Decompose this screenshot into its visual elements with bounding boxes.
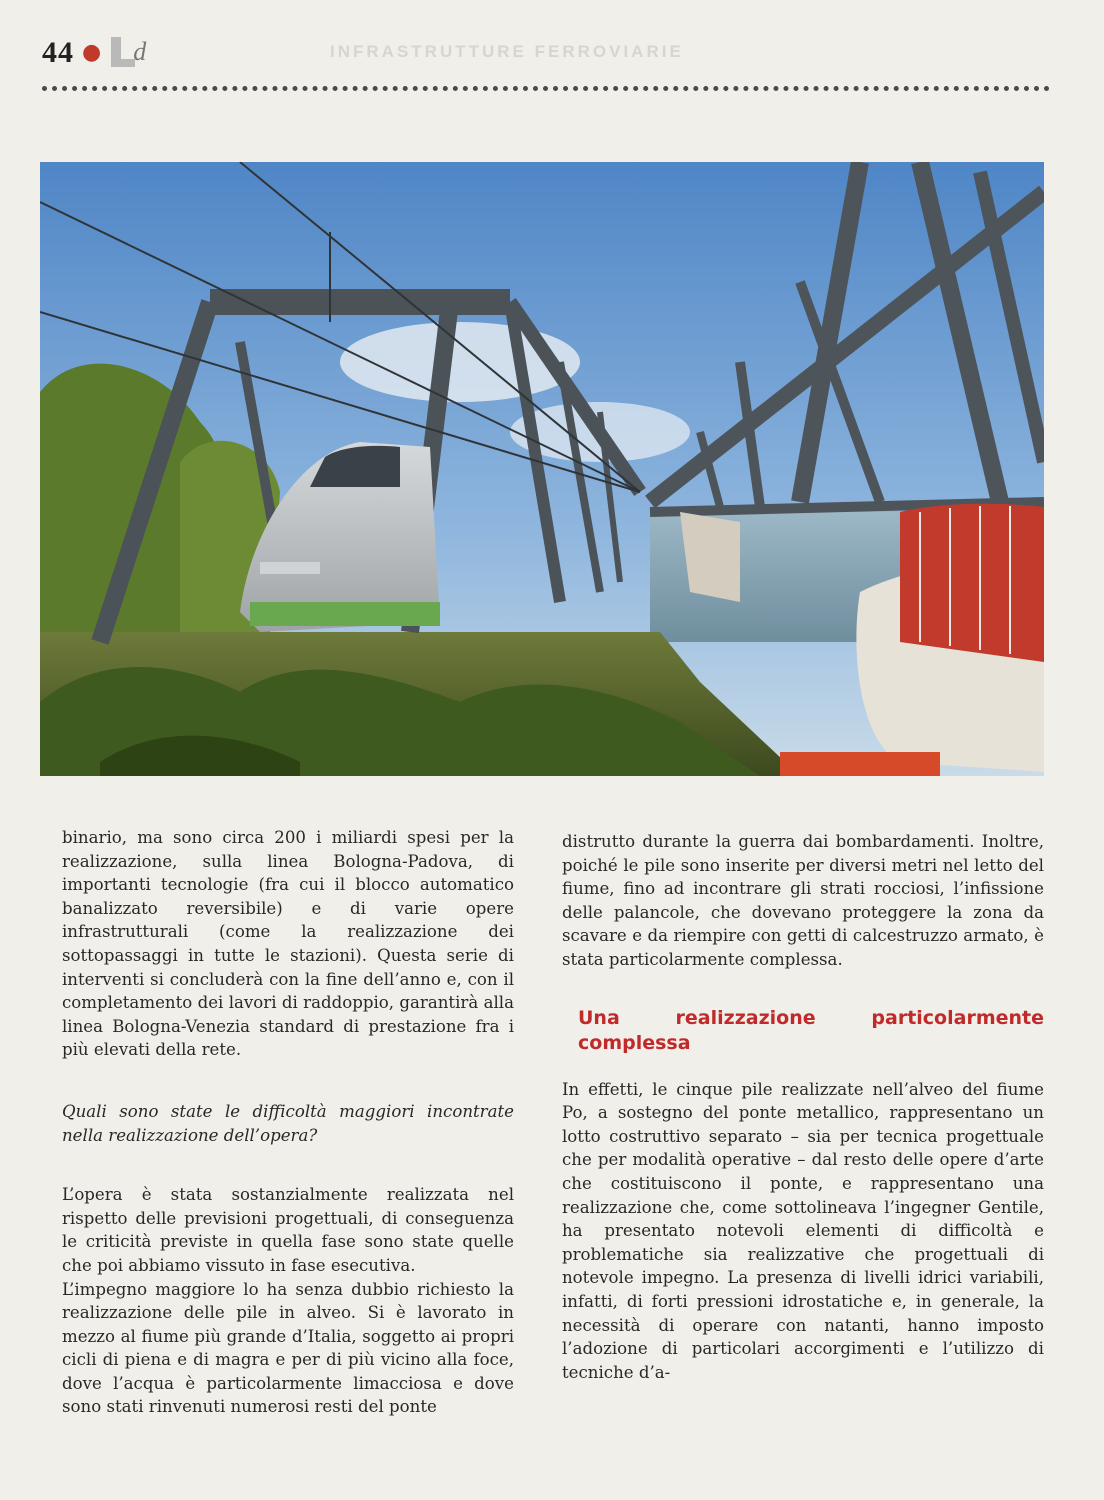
running-head: INFRASTRUTTURE FERROVIARIE xyxy=(330,42,684,61)
paragraph: L’impegno maggiore lo ha senza dubbio richiesto la realizzazione delle pile in alveo. Si è lavorato in mezzo al fiume più grande d’Italia, soggetto ai propri cicli di piena e di magra e per di più vicino alla foce, dove l’acqua è particolarmente limacciosa e dove sono stati rinvenuti numerosi resti del ponte xyxy=(62,1279,514,1417)
page-number: 44 xyxy=(42,36,74,69)
paragraph: binario, ma sono circa 200 i miliardi spesi per la realizzazione, sulla linea Bologna-Padova, di importanti tecnologie (fra cui il blocco automatico banalizzato reversibile) e di varie opere infrastrutturali (come la realizzazione dei sottopassaggi in tutte le stazioni). Questa serie di interventi si concluderà con la fine dell’anno e, con il completamento dei lavori di raddoppio, garantirà alla linea Bologna-Venezia standard di prestazione fra i più elevati della rete. xyxy=(62,828,514,1060)
section-subheading: Una realizzazione particolarmente complessa xyxy=(578,1006,1044,1054)
train-bridge-photo xyxy=(40,162,1044,776)
left-column xyxy=(62,826,514,1419)
magazine-logo xyxy=(111,35,145,71)
paragraph: distrutto durante la guerra dai bombardamenti. Inoltre, poiché le pile sono inserite per diversi metri nel letto del fiume, fino ad incontrare gli strati rocciosi, l’infissione delle palancole, che dovevano proteggere la zona da scavare e da riempire con getti di calcestruzzo armato, è stata particolarmente complessa. xyxy=(562,832,1044,969)
dotted-divider xyxy=(42,86,1050,91)
interview-question: Quali sono state le difficoltà maggiori incontrate nella realizzazione dell’opera? xyxy=(62,1101,514,1145)
paragraph: In effetti, le cinque pile realizzate nell’alveo del fiume Po, a sostegno del ponte metallico, rappresentano un lotto costruttivo separato – sia per tecnica progettuale che per modalità operative – dal resto delle opere d’arte che costituiscono il ponte, e rappresentano una realizzazione che, come sottolineava l’ingegner Gentile, ha presentato notevoli elementi di difficoltà e problematiche sia realizzative che progettuali di notevole impegno. La presenza di livelli idrici variabili, infatti, di forti pressioni idrostatiche e, in generale, la necessità di operare con natanti, hanno imposto l’adozione di particolari accorgimenti e l’utilizzo di tecniche d’a- xyxy=(562,1079,1044,1382)
red-dot-icon: ● xyxy=(82,40,102,65)
right-column xyxy=(562,830,1044,1384)
logo-letter: d xyxy=(133,37,147,66)
paragraph: L’opera è stata sostanzialmente realizzata nel rispetto delle previsioni progettuali, di conseguenza le criticità previste in quella fase sono state quelle che poi abbiamo vissuto in fase esecutiva. xyxy=(62,1185,514,1275)
page-header xyxy=(42,30,145,76)
